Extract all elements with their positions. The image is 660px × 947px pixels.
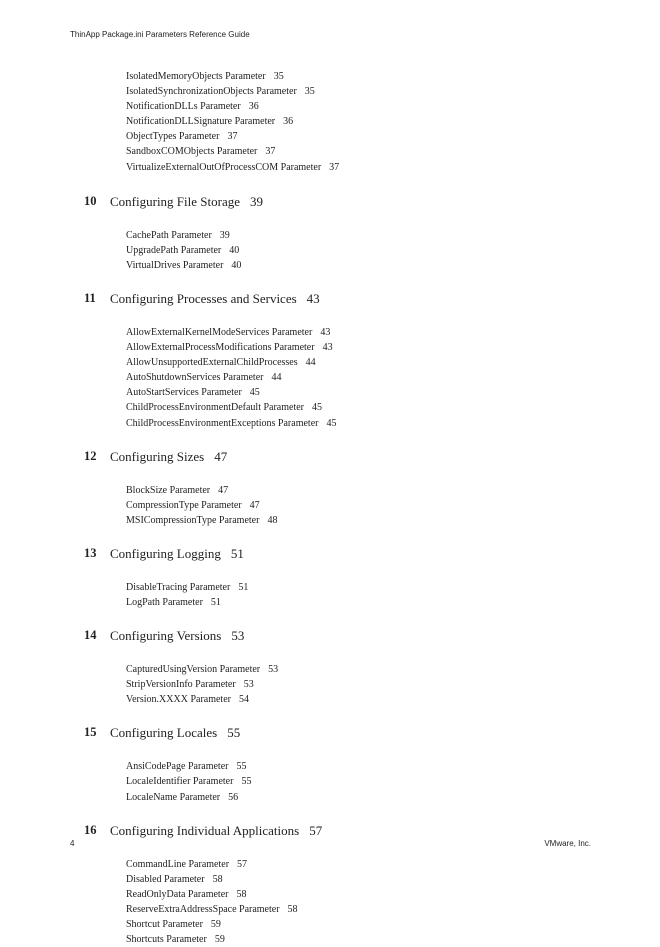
toc-entry[interactable] (126, 355, 660, 370)
toc-entry[interactable] (126, 513, 660, 528)
chapter-title: Configuring Sizes (110, 448, 205, 464)
toc-entry-label: AutoStartServices Parameter (126, 387, 242, 399)
toc-chapter (0, 290, 660, 430)
toc-entry-label: LocaleName Parameter (126, 791, 221, 803)
toc-entry-page: 39 (219, 229, 230, 241)
toc-entry[interactable] (126, 595, 660, 610)
chapter-entries (0, 466, 660, 528)
toc-entry-page: 51 (210, 596, 221, 608)
toc-entry-page: 40 (231, 259, 242, 271)
toc-entry[interactable] (126, 325, 660, 340)
chapter-heading[interactable] (0, 448, 660, 465)
toc-entry-page: 44 (305, 357, 316, 369)
chapter-number: 16 (84, 822, 97, 837)
toc-entry-label: LogPath Parameter (126, 596, 203, 608)
chapter-title-group (110, 290, 320, 307)
chapter-page: 39 (250, 193, 263, 209)
chapter-page: 53 (231, 628, 245, 644)
toc-entry[interactable] (126, 385, 660, 400)
toc-entry-label: UpgradePath Parameter (126, 244, 222, 256)
toc-entry-label: AllowExternalProcessModifications Parameter (126, 342, 315, 354)
toc-entry[interactable] (126, 498, 660, 513)
toc-entry[interactable] (126, 370, 660, 385)
chapter-heading[interactable] (0, 822, 660, 839)
chapter-number: 10 (84, 193, 97, 208)
chapter-title: Configuring Logging (110, 545, 221, 561)
chapter-heading[interactable] (0, 724, 660, 741)
toc-entry-page: 59 (214, 934, 225, 946)
toc-entry-page: 47 (218, 484, 229, 496)
toc-entry-label: Version.XXXX Parameter (126, 694, 231, 706)
toc-entry-label: ChildProcessEnvironmentExceptions Parameter (126, 417, 319, 429)
chapter-page: 43 (306, 290, 320, 306)
toc-entry[interactable] (126, 774, 660, 789)
chapter-entries (0, 840, 660, 947)
toc-entry[interactable] (126, 340, 660, 355)
toc-entry-page: 35 (304, 86, 315, 98)
toc-entry-page: 36 (248, 101, 259, 113)
toc-entry-label: CommandLine Parameter (126, 858, 230, 870)
toc-entry[interactable] (126, 790, 660, 805)
toc-entry-page: 35 (273, 71, 284, 82)
toc-entry-label: ReadOnlyData Parameter (126, 888, 229, 900)
chapter-page: 47 (214, 448, 228, 464)
toc-entry[interactable] (126, 857, 660, 872)
toc-entry-label: AllowUnsupportedExternalChildProcesses (126, 357, 298, 369)
chapter-title: Configuring Processes and Services (110, 290, 297, 306)
chapter-title-group (110, 193, 263, 210)
page-number: 4 (70, 839, 75, 848)
toc-entry[interactable] (126, 416, 660, 431)
toc-entry-label: IsolatedMemoryObjects Parameter (126, 71, 266, 82)
toc-entry-page: 43 (320, 326, 331, 338)
toc-entry[interactable] (126, 872, 660, 887)
toc-entry-label: NotificationDLLs Parameter (126, 101, 241, 113)
chapter-page: 55 (227, 725, 241, 741)
chapter-page: 51 (230, 545, 244, 561)
toc-entry-label: Disabled Parameter (126, 873, 205, 885)
toc-entry-label: Shortcuts Parameter (126, 934, 207, 946)
toc-entry[interactable] (126, 580, 660, 595)
toc-entry-page: 37 (329, 161, 340, 173)
toc-entry-label: MSICompressionType Parameter (126, 514, 260, 526)
toc-entry[interactable] (126, 258, 660, 273)
toc-entry-page: 53 (243, 679, 254, 691)
chapter-title-group (110, 627, 244, 644)
toc-entry-page: 36 (283, 116, 294, 128)
toc-entry[interactable] (126, 99, 660, 114)
chapter-number: 11 (84, 290, 96, 305)
chapter-entries (0, 563, 660, 610)
chapter-entries (0, 211, 660, 273)
toc-entry[interactable] (126, 677, 660, 692)
toc-entry-label: ReserveExtraAddressSpace Parameter (126, 903, 280, 915)
chapter-title-group (110, 545, 244, 562)
toc-entry-label: StripVersionInfo Parameter (126, 679, 236, 691)
toc-entry-label: Shortcut Parameter (126, 919, 203, 930)
toc-chapter (0, 193, 660, 272)
toc-entry[interactable] (126, 144, 660, 159)
toc-entry[interactable] (126, 84, 660, 99)
toc-entry-label: AutoShutdownServices Parameter (126, 372, 264, 384)
footer-company: VMware, Inc. (544, 839, 591, 848)
toc-entry[interactable] (126, 228, 660, 243)
chapter-number: 15 (84, 725, 97, 740)
chapter-title: Configuring File Storage (110, 193, 240, 209)
toc-entry[interactable] (126, 759, 660, 774)
toc-entry[interactable] (126, 887, 660, 902)
toc-entry[interactable] (126, 917, 660, 932)
toc-entry-page: 58 (236, 888, 247, 900)
chapter-title: Configuring Locales (110, 725, 218, 741)
toc-entry-page: 57 (237, 858, 248, 870)
toc-entry-page: 43 (322, 342, 333, 354)
toc-entry-page: 55 (236, 761, 247, 773)
toc-entry-page: 37 (265, 146, 276, 158)
toc-entry-page: 55 (241, 776, 252, 788)
chapter-number: 13 (84, 545, 97, 560)
toc-entry-page: 59 (210, 919, 221, 930)
toc-chapter (0, 448, 660, 527)
toc-entry-label: CapturedUsingVersion Parameter (126, 664, 261, 676)
toc-entry[interactable] (126, 483, 660, 498)
chapter-heading[interactable] (0, 193, 660, 210)
toc-chapter (0, 545, 660, 609)
toc-entry[interactable] (126, 400, 660, 415)
toc-entry-page: 58 (212, 873, 223, 885)
toc-entry[interactable] (126, 932, 660, 947)
toc-entry-label: AnsiCodePage Parameter (126, 761, 229, 773)
toc-entry[interactable] (126, 902, 660, 917)
toc-entry-label: BlockSize Parameter (126, 484, 211, 496)
toc-entry-label: ObjectTypes Parameter (126, 131, 220, 143)
toc-entry-label: ChildProcessEnvironmentDefault Parameter (126, 402, 305, 414)
toc-entry[interactable] (126, 243, 660, 258)
toc-entry-page: 48 (267, 514, 278, 526)
chapter-page: 57 (309, 822, 323, 838)
toc-chapter (0, 724, 660, 803)
chapter-entries (0, 308, 660, 431)
toc-entry-page: 47 (249, 499, 260, 511)
chapter-entries (0, 645, 660, 707)
toc-entry-page: 37 (227, 131, 238, 143)
toc-entry-page: 45 (249, 387, 260, 399)
toc-entry[interactable] (126, 160, 660, 175)
toc-entry-page: 44 (271, 372, 282, 384)
toc-entry-page: 45 (326, 417, 337, 429)
toc-entry-label: VirtualDrives Parameter (126, 259, 224, 271)
toc-entry[interactable] (126, 69, 660, 84)
chapter-heading[interactable] (0, 627, 660, 644)
chapter-number: 14 (84, 628, 97, 643)
chapter-heading[interactable] (0, 290, 660, 307)
toc-entry-label: AllowExternalKernelModeServices Parameter (126, 326, 313, 338)
toc-entry-page: 40 (229, 244, 240, 256)
toc-entry-page: 45 (312, 402, 323, 414)
toc-entry-label: VirtualizeExternalOutOfProcessCOM Parameter (126, 161, 322, 173)
toc-entry-label: NotificationDLLSignature Parameter (126, 116, 276, 128)
toc-entry[interactable] (126, 129, 660, 144)
running-header: ThinApp Package.ini Parameters Reference Guide (70, 30, 250, 39)
toc-entry-page: 53 (268, 664, 279, 676)
table-of-contents (0, 69, 660, 946)
continued-entries (0, 69, 660, 175)
toc-entry-label: DisableTracing Parameter (126, 581, 231, 593)
toc-entry-page: 54 (238, 694, 249, 706)
chapter-number: 12 (84, 448, 97, 463)
toc-entry-label: CompressionType Parameter (126, 499, 242, 511)
chapter-list (0, 193, 660, 947)
chapter-title-group (110, 724, 240, 741)
chapter-title: Configuring Individual Applications (110, 822, 300, 838)
toc-entry-label: IsolatedSynchronizationObjects Parameter (126, 86, 297, 98)
toc-entry[interactable] (126, 114, 660, 129)
chapter-entries (0, 742, 660, 804)
toc-entry-label: SandboxCOMObjects Parameter (126, 146, 258, 158)
toc-entry-page: 56 (228, 791, 239, 803)
toc-entry-label: CachePath Parameter (126, 229, 212, 241)
toc-entry[interactable] (126, 662, 660, 677)
toc-entry[interactable] (126, 692, 660, 707)
chapter-title: Configuring Versions (110, 628, 222, 644)
toc-entry-page: 58 (287, 903, 298, 915)
chapter-title-group (110, 448, 227, 465)
chapter-heading[interactable] (0, 545, 660, 562)
toc-entry-label: LocaleIdentifier Parameter (126, 776, 234, 788)
toc-entry-page: 51 (238, 581, 249, 593)
toc-chapter (0, 627, 660, 706)
chapter-title-group (110, 822, 322, 839)
